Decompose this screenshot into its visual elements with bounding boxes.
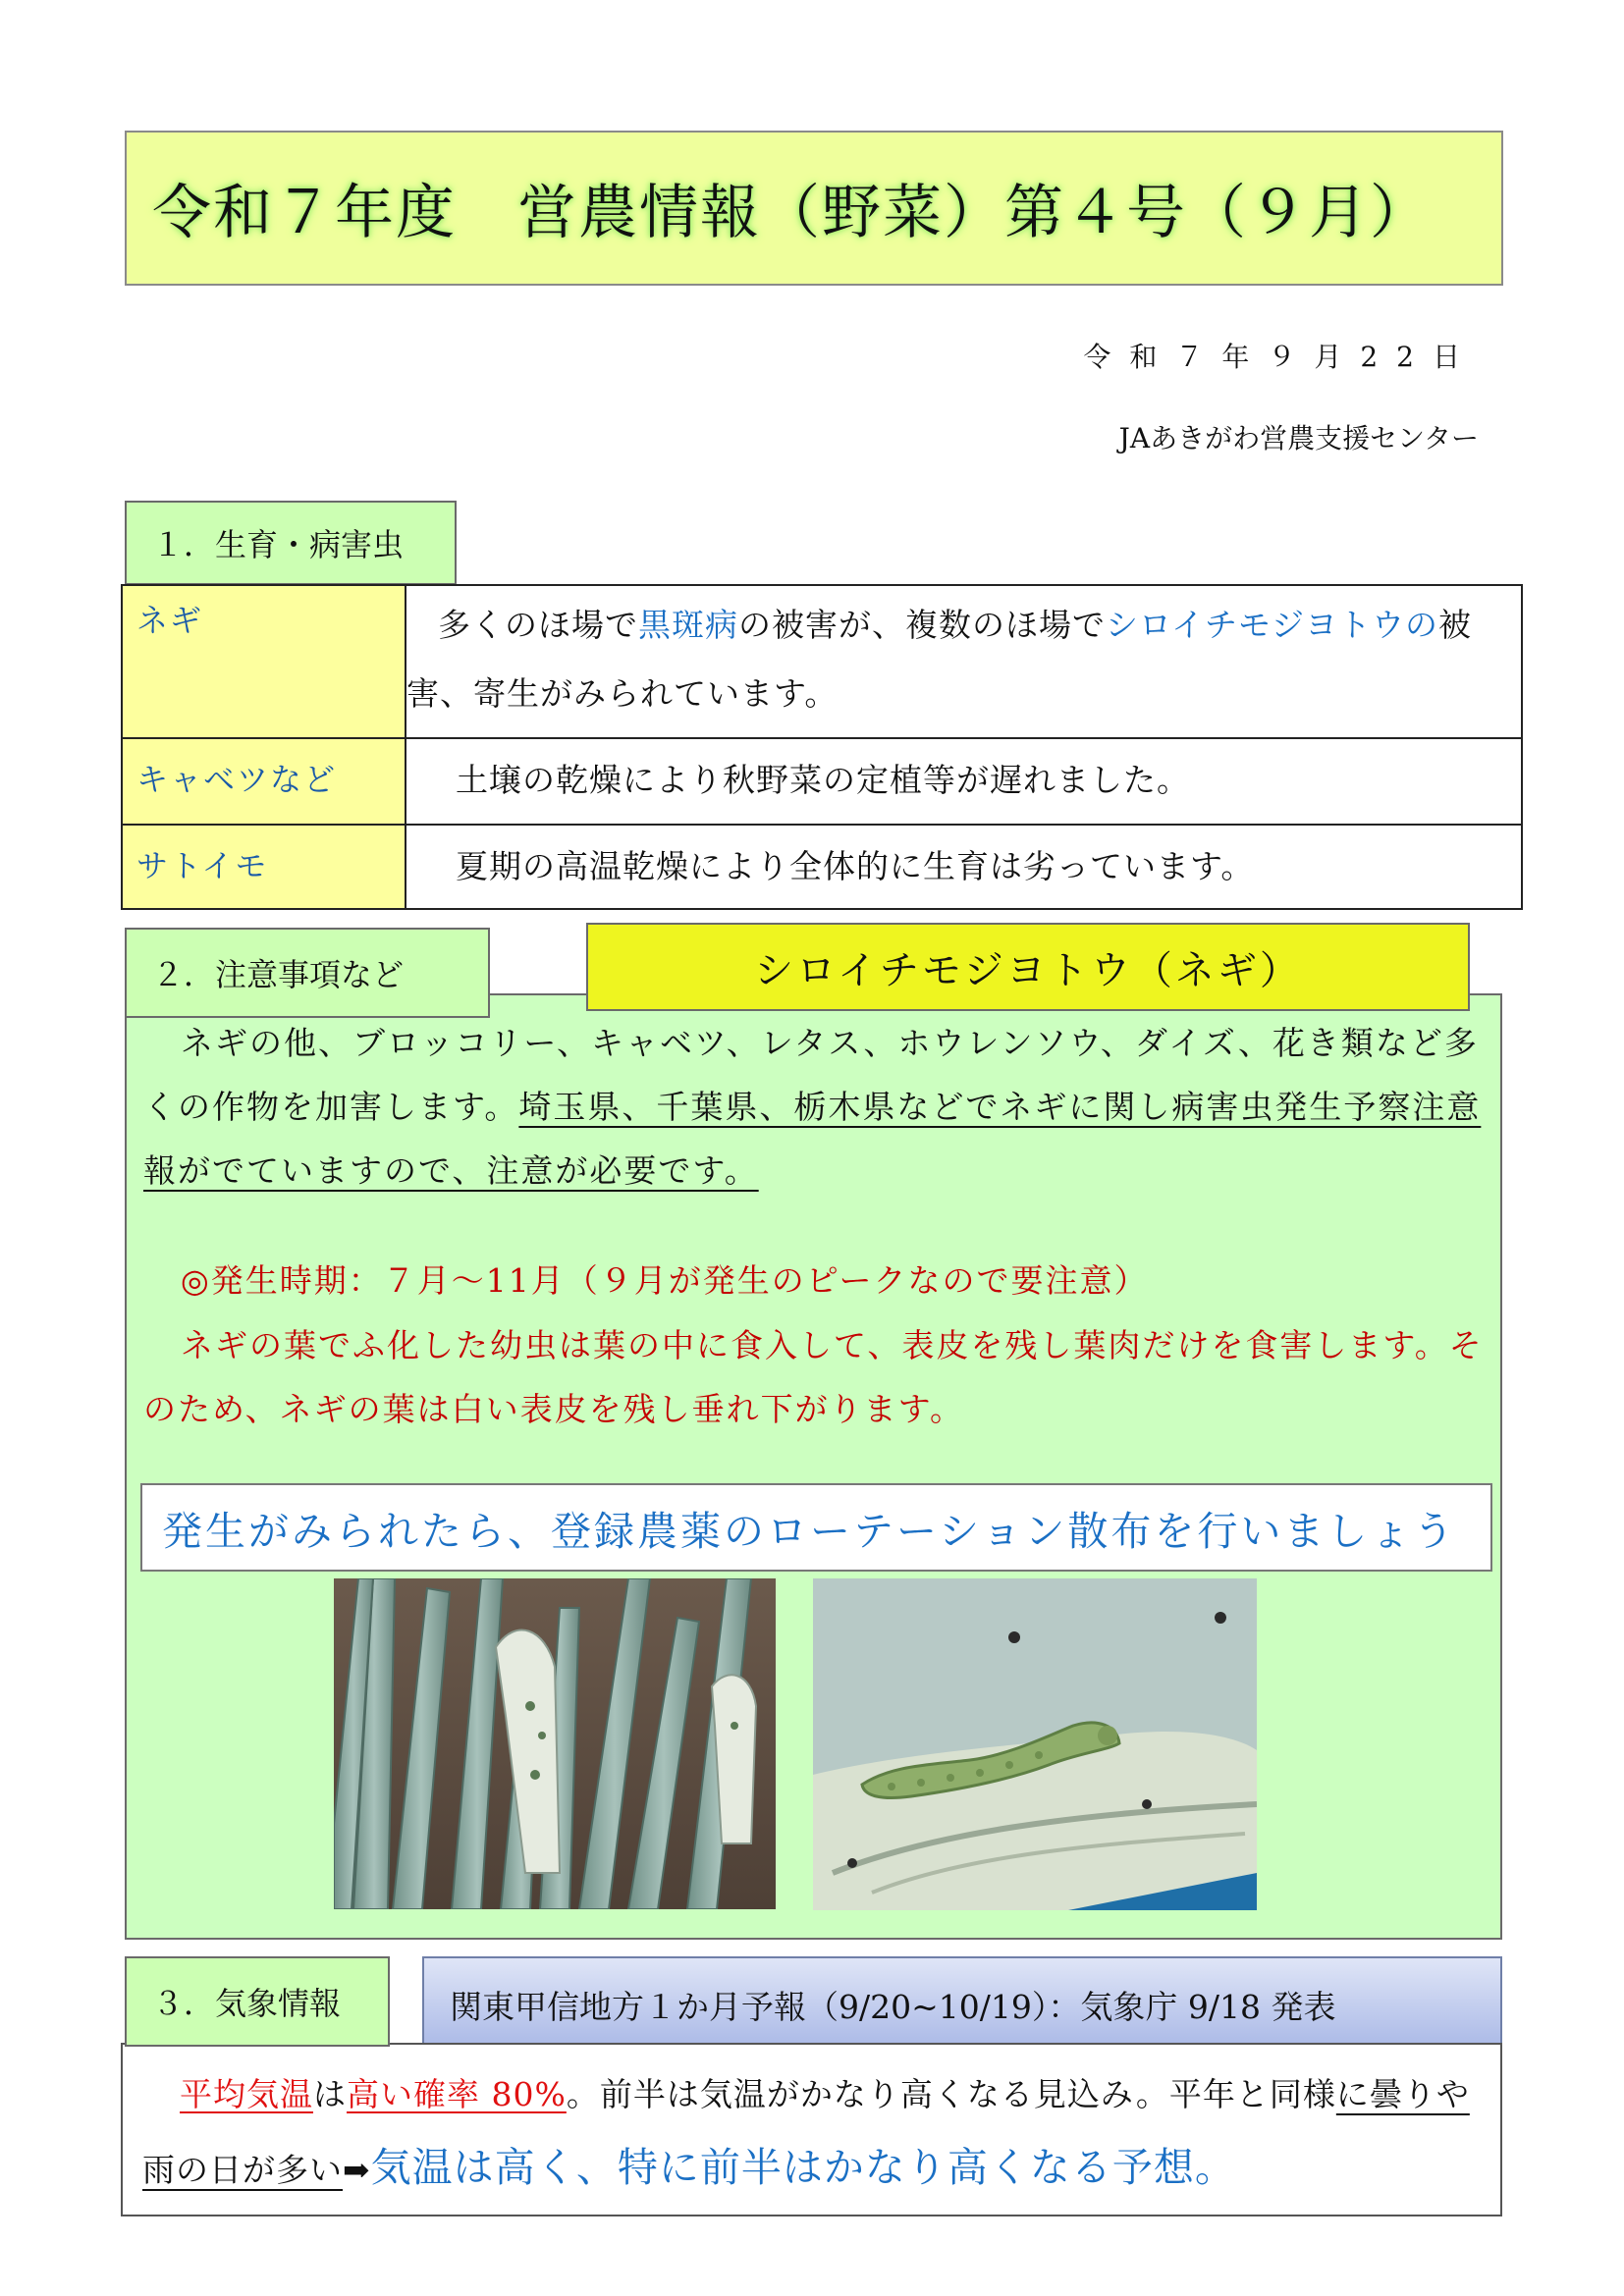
crop-status: 多くのほ場で黒斑病の被害が、複数のほ場でシロイチモジヨトウの被害、寄生がみられています。 [406,606,1473,713]
spray-advice-callout [140,1483,1492,1572]
section-1-heading [125,501,457,585]
forecast-text: 平均気温は高い確率 80%。前半は気温がかなり高くなる見込み。平年と同様に曇りや雨の日が多い➡気温は高く、特に前半はかなり高くなる予想。 [142,2075,1470,2191]
forecast-title [422,1956,1502,2053]
table-row [123,739,1521,826]
forecast-conclusion: 気温は高く、特に前半はかなり高くなる予想。 [370,2144,1236,2191]
average-temperature-label: 平均気温 [180,2075,313,2113]
caterpillar-photo [813,1578,1257,1910]
pest-description: ネギの他、ブロッコリー、キャベツ、レタス、ホウレンソウ、ダイズ、花き類など多くの作物を加害します。埼玉県、千葉県、栃木県などでネギに関し病害虫発生予察注意報がでていますので、注意が必要です。 [143,1024,1482,1190]
pest-title [586,923,1470,1011]
cloudy-note: に曇りや雨の日が多い [142,2075,1470,2189]
section-3-heading [125,1956,390,2047]
crop-name: ネギ [123,586,406,737]
pest-title-text: シロイチモジヨトウ（ネギ） [754,947,1302,993]
forecast-title-text: 関東甲信地方１か月予報（9/20~10/19）：気象庁 9/18 発表 [450,1987,1336,2026]
table-row [123,826,1521,908]
issue-date: 令和７年９月22日 [1083,341,1479,373]
probability: 高い確率 80% [347,2075,567,2113]
section-2-heading [125,928,490,1018]
leek-damage-photo [334,1578,776,1909]
page-title-text: 令和７年度 営農情報（野菜）第４号（９月） [152,179,1431,247]
page-title [125,131,1503,286]
pest-name: シロイチモジヨトウの [1106,606,1439,644]
warning-notice: 埼玉県、千葉県、栃木県などでネギに関し病害虫発生予察注意報がでていますので、注意が必要です。 [143,1088,1482,1190]
disease-name: 黒斑病 [638,606,738,644]
crop-status: 夏期の高温乾燥により全体的に生育は劣っています。 [456,847,1255,885]
table-row [123,586,1521,739]
section-2-heading-text: ２．注意事項など [152,956,405,993]
arrow-icon: ➡ [343,2151,371,2189]
section-1-heading-text: １．生育・病害虫 [152,526,405,563]
growth-table [121,584,1523,910]
forecast-panel [121,2043,1502,2216]
crop-status: 土壌の乾燥により秋野菜の定植等が遅れました。 [456,761,1190,799]
crop-name: キャベツなど [123,739,406,824]
crop-name: サトイモ [123,826,406,908]
damage-description: ネギの葉でふ化した幼虫は葉の中に食入して、表皮を残し葉肉だけを食害します。そのため、ネギの葉は白い表皮を残し垂れ下がります。 [143,1326,1484,1428]
occurrence-period: ◎発生時期：７月～11月（９月が発生のピークなので要注意） [181,1261,1149,1300]
organization: JAあきがわ営農支援センター [1118,422,1479,454]
spray-advice-text: 発生がみられたら、登録農薬のローテーション散布を行いましょう [162,1507,1457,1555]
section-3-heading-text: ３．気象情報 [152,1985,342,2022]
